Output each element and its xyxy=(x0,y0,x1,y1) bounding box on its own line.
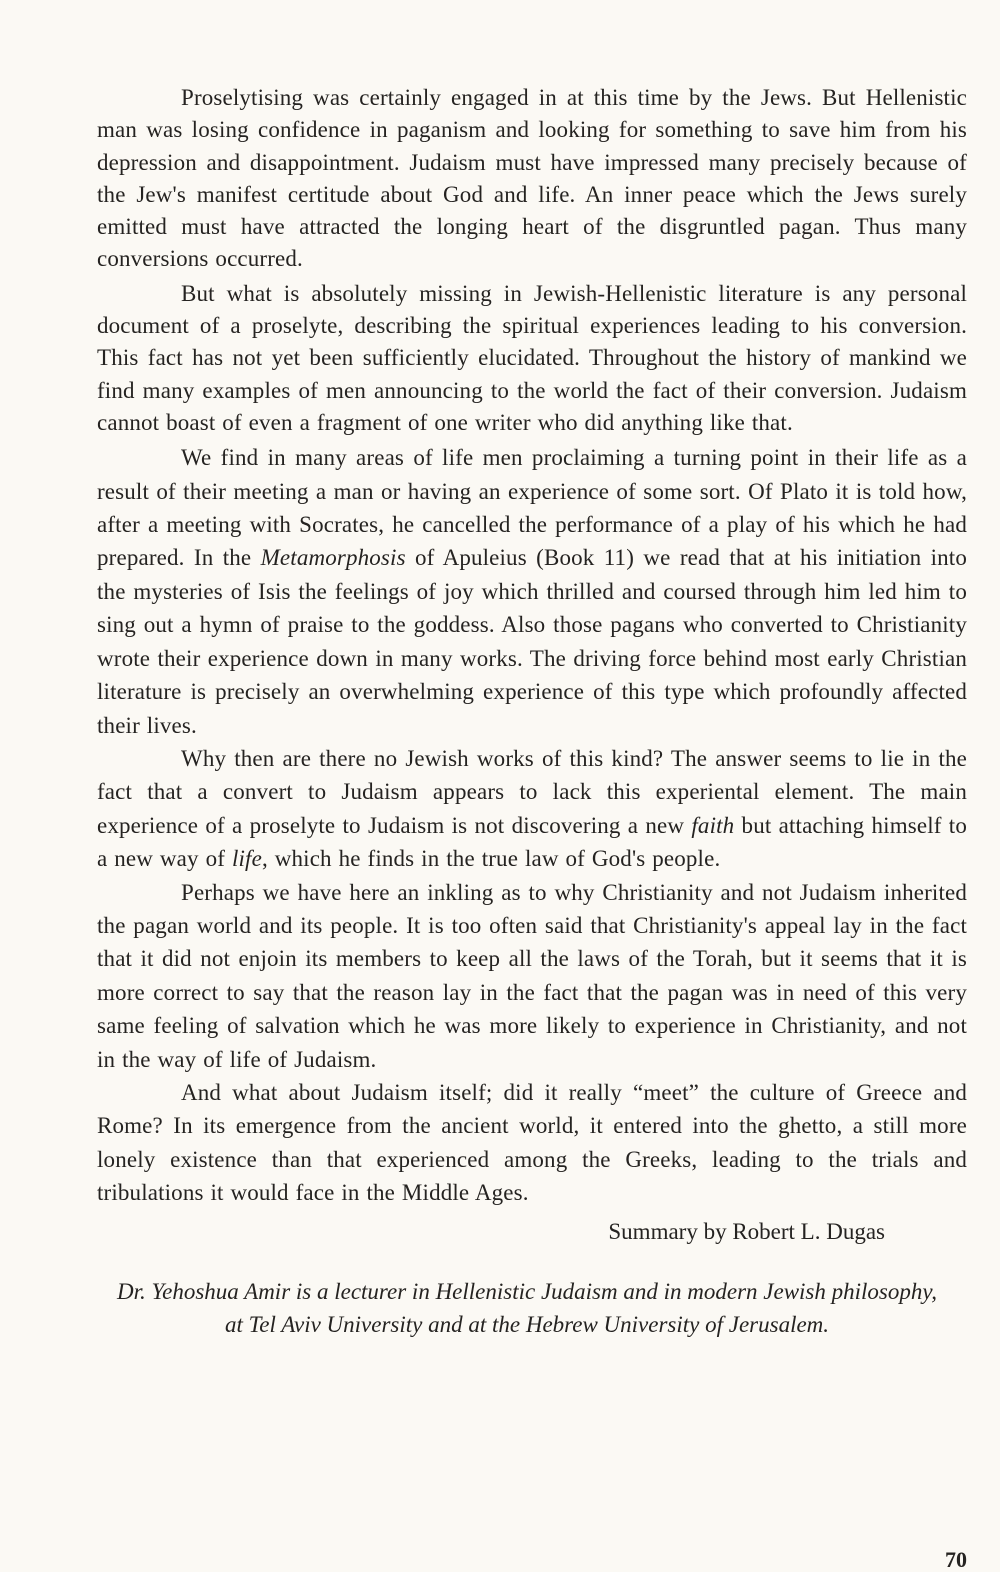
summary-credit: Summary by Robert L. Dugas xyxy=(608,1218,885,1244)
paragraph-turning-point xyxy=(97,441,967,742)
paragraph-missing-documents: But what is absolutely missing in Jewish-Hellenistic literature is any personal document of a proselyte, describing the spiritual experiences leading to his conversion. This fact has not yet been sufficiently elucidated. Throughout the history of mankind we find many examples of men announcing to the world the fact of their conversion. Judaism cannot boast of even a fragment of one writer who did anything like that. xyxy=(97,280,967,435)
emphasis-life: life xyxy=(231,846,262,872)
author-bio: Dr. Yehoshua Amir is a lecturer in Hellenistic Judaism and in modern Jewish philosophy, at Tel Aviv University and at the Hebrew University of Jerusalem. xyxy=(116,1278,938,1337)
paragraph-judaism-itself: And what about Judaism itself; did it really “meet” the culture of Greece and Rome? In its emergence from the ancient world, it entered into the ghetto, a still more lonely existence than that experienced among the Greeks, leading to the trials and tribulations it would face in the Middle Ages. xyxy=(97,1079,967,1206)
paragraph-text: We find in many areas of life men proclaiming a turning point in their life as a result of their meeting a man or having an experience of some sort. Of Plato it is told how, after a meeting with Socrates, he cancelled the performance of a play of his which he had prepared. In the xyxy=(97,445,967,571)
article-body xyxy=(97,82,967,1341)
paragraph-christianity-inherited: Perhaps we have here an inkling as to why Christianity and not Judaism inherited the pagan world and its people. It is too often said that Christianity's appeal lay in the fact that it did not enjoin its members to keep all the laws of the Torah, but it seems that it is more correct to say that the reason lay in the fact that the pagan was in need of this very same feeling of salvation which he was more likely to experience in Christianity, and not in the way of life of Judaism. xyxy=(97,879,967,1072)
paragraph-text: but attaching himself to a new way of xyxy=(97,812,967,872)
paragraph-text: of Apuleius (Book 11) we read that at his initiation into the mysteries of Isis the feelings of joy which thrilled and coursed through him led him to sing out a hymn of praise to the goddess. Also those pagans who converted to Christianity wrote their experience down in many works. The driving force behind most early Christian literature is precisely an overwhelming experience of this type which profoundly affected their lives. xyxy=(97,545,967,738)
emphasis-faith: faith xyxy=(691,812,735,838)
paragraph-proselytising: Proselytising was certainly engaged in at this time by the Jews. But Hellenistic man was losing confidence in paganism and looking for something to save him from his depression and disappointment. Judaism must have impressed many precisely because of the Jew's manifest certitude about God and life. An inner peace which the Jews surely emitted must have attracted the longing heart of the disgruntled pagan. Thus many conversions occurred. xyxy=(97,85,967,272)
paragraph-text: , which he finds in the true law of God's people. xyxy=(261,846,721,872)
paragraph-text: Why then are there no Jewish works of this kind? The answer seems to lie in the fact that a convert to Judaism appears to lack this experiental element. The main experience of a proselyte to Judaism is not discovering a new xyxy=(97,745,967,838)
book-title-metamorphosis: Metamorphosis xyxy=(260,545,406,571)
paragraph-why-no-jewish-works xyxy=(97,742,967,876)
page-number: 70 xyxy=(945,1547,967,1572)
